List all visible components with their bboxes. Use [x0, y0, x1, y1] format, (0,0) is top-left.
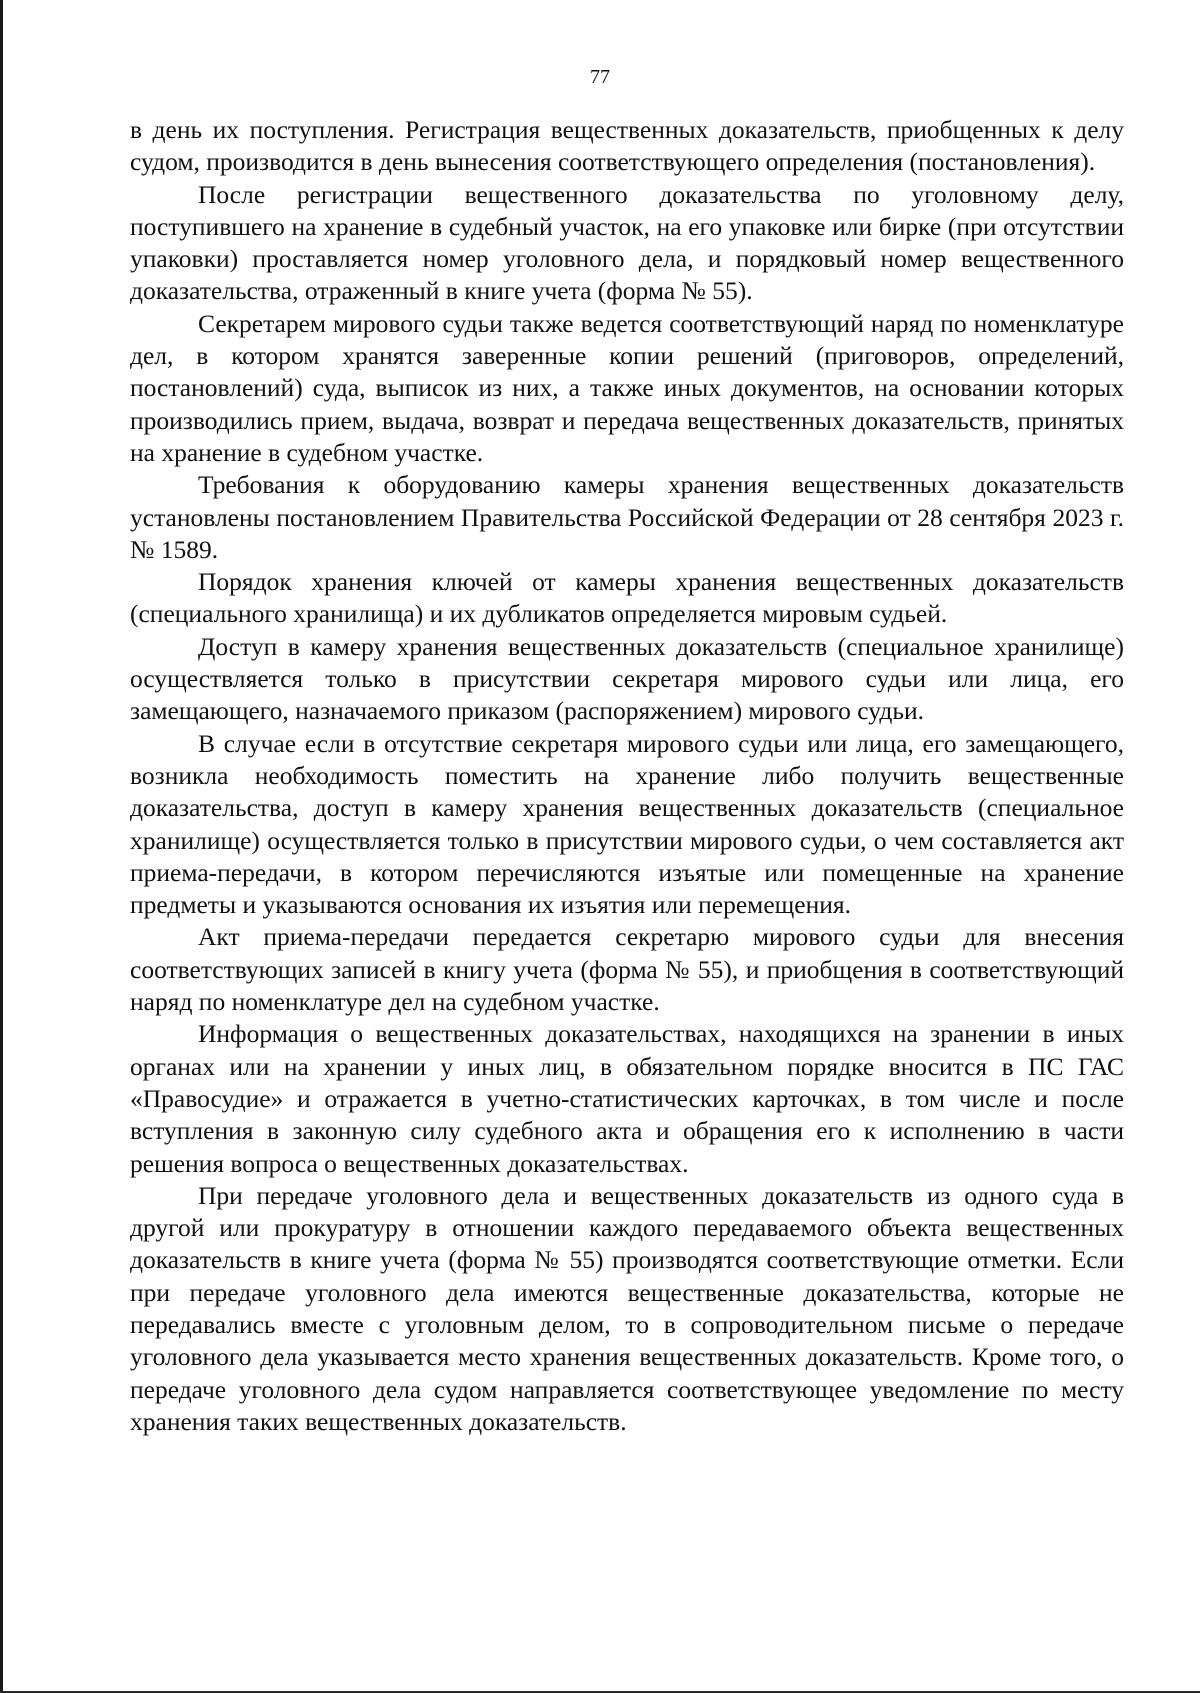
paragraph-evidence-information: Информация о вещественных доказательствах, находящихся на зранении в иных органах или на хранении у иных лиц, в обязательном порядке вносится в ПС ГАС «Правосудие» и отражается в учетно-статистических карточках, в том числе и после вступления в законную силу судебного акта и обращения его к исполнению в части решения вопроса о вещественных доказательствах. — [130, 1019, 1124, 1178]
paragraph-registration-day: в день их поступления. Регистрация вещественных доказательств, приобщенных к делу судом, производится в день вынесения соответствующего определения (постановления). — [130, 115, 1124, 177]
paragraph-after-registration: После регистрации вещественного доказательства по уголовному делу, поступившего на хранение в судебный участок, на его упаковке или бирке (при отсутствии упаковки) проставляется номер уголовного дела, и порядковый номер вещественного доказательства, отраженный в книге учета (форма № 55). — [130, 179, 1124, 306]
paragraph-storage-requirements: Требования к оборудованию камеры хранения вещественных доказательств установлены постановлением Правительства Российской Федерации от 28 сентября 2023 г. № 1589. — [130, 470, 1124, 564]
paragraph-secretary-absence: В случае если в отсутствие секретаря мирового судьи или лица, его замещающего, возникла необходимость поместить на хранение либо получить вещественные доказательства, доступ в камеру хранения вещественных доказательств (специальное хранилище) осуществляется только в присутствии мирового судьи, о чем составляется акт приема-передачи, в котором перечисляются изъятые или помещенные на хранение предметы и указываются основания их изъятия или перемещения. — [130, 728, 1124, 920]
paragraph-transfer-act: Акт приема-передачи передается секретарю мирового судьи для внесения соответствующих записей в книгу учета (форма № 55), и приобщения в соответствующий наряд по номенклатуре дел на судебном участке. — [130, 922, 1124, 1017]
document-body — [130, 114, 1124, 1438]
scan-left-edge — [0, 0, 3, 1693]
paragraph-secretary-file: Секретарем мирового судьи также ведется соответствующий наряд по номенклатуре дел, в котором хранятся заверенные копии решений (приговоров, определений, постановлений) суда, выписок из них, а также иных документов, на основании которых производились прием, выдача, возврат и передача вещественных доказательств, принятых на хранение в судебном участке. — [130, 308, 1124, 467]
page-number: 77 — [590, 66, 610, 88]
paragraph-storage-access: Доступ в камеру хранения вещественных доказательств (специальное хранилище) осуществляется только в присутствии секретаря мирового судьи или лица, его замещающего, назначаемого приказом (распоряжением) мирового судьи. — [130, 631, 1124, 726]
paragraph-key-storage: Порядок хранения ключей от камеры хранения вещественных доказательств (специального хранилища) и их дубликатов определяется мировым судьей. — [130, 567, 1124, 629]
paragraph-case-transfer: При передаче уголовного дела и вещественных доказательств из одного суда в другой или прокуратуру в отношении каждого передаваемого объекта вещественных доказательств в книге учета (форма № 55) производятся соответствующие отметки. Если при передаче уголовного дела имеются вещественные доказательства, которые не передавались вместе с уголовным делом, то в сопроводительном письме о передаче уголовного дела указывается место хранения вещественных доказательств. Кроме того, о передаче уголовного дела судом направляется соответствующее уведомление по месту хранения таких вещественных доказательств. — [130, 1180, 1124, 1436]
